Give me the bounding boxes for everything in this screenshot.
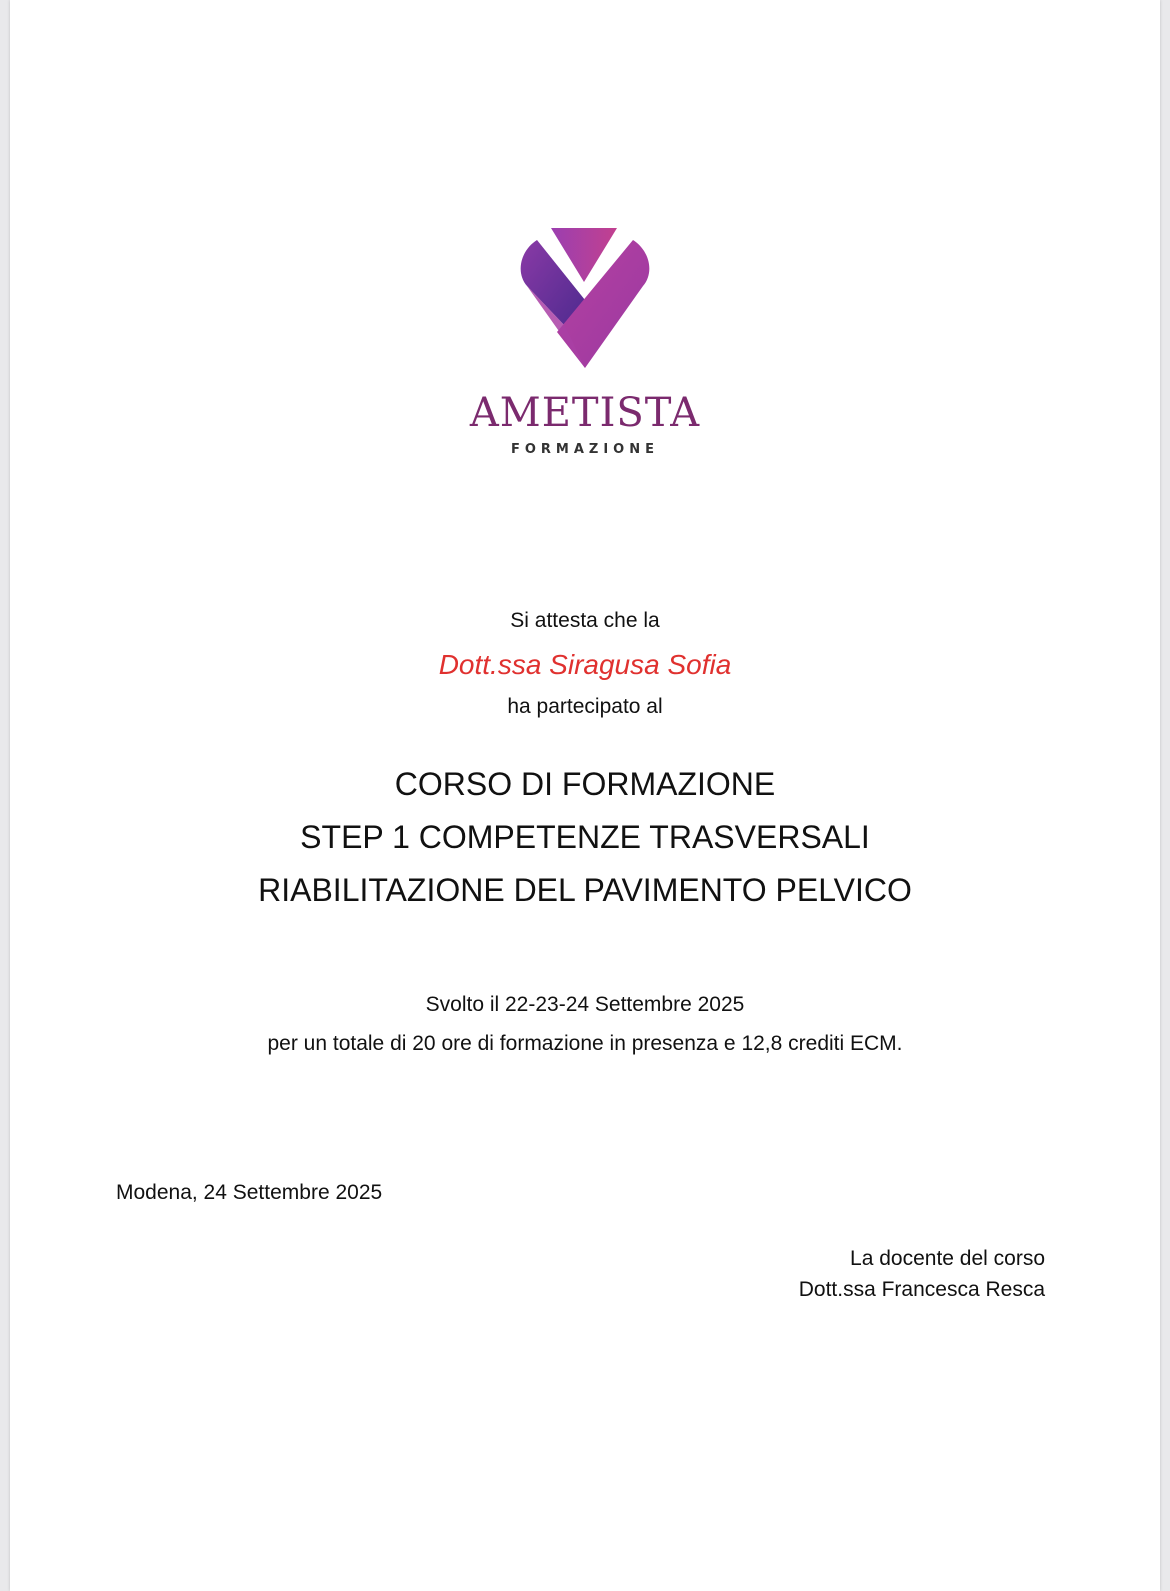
brand-subtitle: FORMAZIONE <box>510 442 659 457</box>
course-title-line-1: CORSO DI FORMAZIONE <box>394 766 776 802</box>
course-title-line-2: STEP 1 COMPETENZE TRASVERSALI <box>300 819 870 855</box>
teacher-name: Dott.ssa Francesca Resca <box>798 1278 1045 1301</box>
course-title-line-3: RIABILITAZIONE DEL PAVIMENTO PELVICO <box>258 872 912 908</box>
teacher-role: La docente del corso <box>850 1247 1045 1270</box>
place-and-date: Modena, 24 Settembre 2025 <box>116 1181 383 1204</box>
intro-text: Si attesta che la <box>510 609 660 632</box>
recipient-name: Dott.ssa Siragusa Sofia <box>438 649 732 680</box>
logo <box>10 228 1160 368</box>
brand-name: AMETISTA <box>469 390 701 436</box>
course-hours-credits: per un totale di 20 ore di formazione in presenza e 12,8 crediti ECM. <box>267 1032 903 1055</box>
course-dates: Svolto il 22-23-24 Settembre 2025 <box>425 993 745 1016</box>
amethyst-heart-logo-icon <box>517 228 653 368</box>
certificate-page <box>10 0 1160 1591</box>
participated-text: ha partecipato al <box>507 695 663 718</box>
